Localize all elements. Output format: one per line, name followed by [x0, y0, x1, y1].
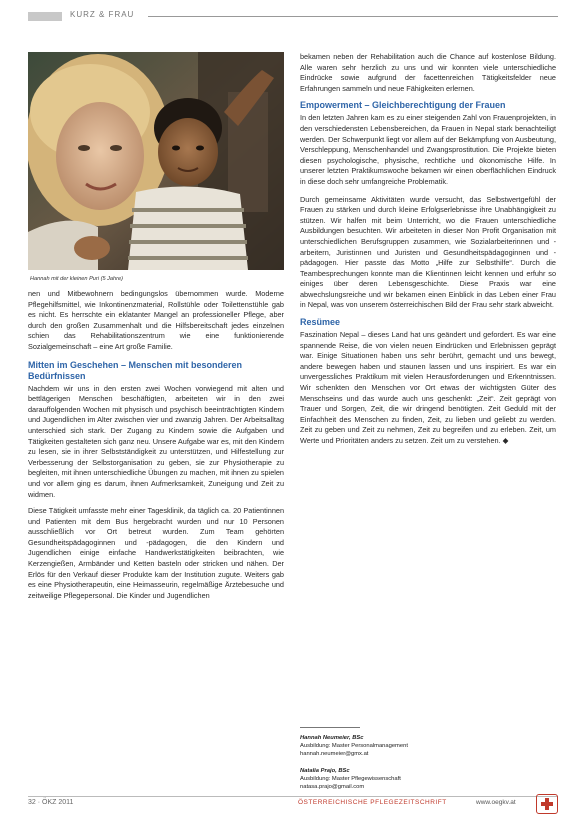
header-bar	[28, 12, 62, 21]
right-paragraph-2: In den letzten Jahren kam es zu einer steigenden Zahl von Frauenprojekten, in den verschiedensten Lebensbereichen, da Frauen in Nepal stark benachteiligt werden. Der Schwerpunkt liegt vor allem auf der Bekämpfung von Ausbeutung, Verschleppung, Menschenhandel und Zwangsprostitution. Die Projekte bieten diesen psychologische, physische, rechtliche und ökonomische Hilfe. In unserer letzten Praktikumswoche bekamen wir einen oberflächlichen Eindruck in diese doch sehr umfangreiche Problematik.	[300, 113, 556, 186]
author-name: Natalia Prajo, BSc	[300, 767, 350, 774]
page-number: 32 · ÖKZ 2011	[28, 799, 74, 806]
journal-name: ÖSTERREICHISCHE PFLEGEZEITSCHRIFT	[298, 799, 447, 806]
author-2	[300, 767, 556, 792]
author-name: Hannah Neumeier, BSc	[300, 735, 364, 741]
footer-rule	[28, 796, 558, 797]
journal-url[interactable]: www.oegkv.at	[476, 799, 516, 806]
header-rule	[148, 16, 558, 17]
author-role: Ausbildung: Master Pflegewissenschaft	[300, 775, 401, 782]
left-paragraph-1: nen und Mitbewohnern bedingungslos übernommen wurde. Moderne Pflegehilfsmittel, wie Inkontinenzmaterial, Rollstühle oder Toilettenstühle gab es nicht. Es herrschte ein eklatanter Mangel an professioneller Pflege, aber durch den großen Zusammenhalt und die Hilfsbereitschaft jedes einzelnen schien das Rehabilitationszentrum wie eine funktionierende Sozialgemeinschaft – eine Art große Familie.	[28, 289, 284, 351]
author-info	[300, 727, 556, 791]
left-paragraph-3: Diese Tätigkeit umfasste mehr einer Tagesklinik, da täglich ca. 20 Patientinnen und Patienten mit dem Bus hergebracht wurden und nur 10 Personen ausschließlich vor Ort betreut wurden. Zum Team gehörten Gesundheitspädagoginnen und -pädagogen, die den Kindern und Jugendlichen einige einfache Handwerkstätigkeiten beibrachten, wie Kerzengießen, Armbänder und Ketten basteln oder stricken und nähen. Der Erlös für den Verkauf dieser Produkte kam der Institution zugute. Weiters gab es eine Physiotherapeutin, eine Heimasseurin, regelmäßige Ärztebesuche und zeitweilige Pflegepersonal. Die Kinder und Jugendlichen	[28, 506, 284, 600]
page-header	[28, 10, 558, 24]
section-heading-summary: Resümee	[300, 317, 341, 328]
author-1	[300, 734, 556, 759]
section-heading-needs: Mitten im Geschehen – Menschen mit besonderen Bedürfnissen	[28, 359, 243, 381]
right-paragraph-4: Faszination Nepal – dieses Land hat uns geändert und gefordert. Es war eine spannende Reise, die von vielen neuen Eindrücken und Erlebnissen geprägt war. Einige Situationen haben uns sehr berührt, gemacht und uns bewegt, andere bewegen haben und staunen lassen und uns inspiriert. Es war ein unvergessliches Praktikum mit vielen Herausforderungen und Erkenntnissen. Wir schenkten den Menschen vor Ort etwas der wichtigsten Güter des Menschseins und das wurde auch uns geschenkt: „Zeit“. Zeit geprägt von Trauer und Sorgen, Zeit, die wir dringend benötigten. Zeit Geduld mit der Einfachheit des Menschen zu finden, Zeit, zu lieben und geliebt zu werden. Zeit zu geben und Zeit zu nehmen, Zeit zu begreifen und zu erleben. Zeit, um Werte und Prioritäten anders zu setzen. Zeit um zu verstehen. ◆	[300, 330, 556, 445]
right-paragraph-1: bekamen neben der Rehabilitation auch die Chance auf kostenlose Bildung. Alle waren sehr herzlich zu uns und wir konnten viele unterschiedliche Eindrücke sowie aufgrund der facettenreichen Tätigkeitsfelder neue Erfahrungen sammeln und neue Fähigkeiten erlernen.	[300, 52, 556, 93]
author-email[interactable]: hannah.neumeier@gmx.at	[300, 751, 369, 758]
article-photo	[28, 52, 284, 270]
left-column	[28, 289, 284, 601]
author-role: Ausbildung: Master Personalmanagement	[300, 743, 408, 750]
page-footer	[28, 796, 558, 812]
journal-logo-icon	[536, 794, 558, 814]
right-column	[300, 52, 556, 447]
author-email[interactable]: natasa.prajo@gmail.com	[300, 784, 365, 791]
photo-illustration	[28, 52, 284, 270]
section-tag: KURZ & FRAU	[70, 10, 135, 19]
author-rule	[300, 727, 360, 728]
right-paragraph-3: Durch gemeinsame Aktivitäten wurde versucht, das Selbstwertgefühl der Frauen zu stärken und durch kleine Erfolgserlebnisse ihre Unabhängigkeit zu stützen. Wir halfen mit beim Unterricht, wo die Frauen unterschiedliche Ausbildungen besuchten. Wir arbeiteten in dieser Non Profit Organisation mit unterschiedlichen Berufsgruppen zusammen, wie Sozialarbeiterinnen und -arbeitern, Juristinnen und Juristen und Gesundheitspädagoginnen und -pädagogen. Hier passte das Motto „Hilfe zur Selbsthilfe“. Durch die Teambesprechungen konnte man die Klientinnen leicht kennen und erfuhr so einiges über deren Lebensgeschichte. Diese Praxis war eine abwechslungsreiche und wir bekamen einen Einblick in das Leben einer Frau in Nepal, was von unserem österreichischen Bild der Frau sehr stark abweicht.	[300, 194, 556, 310]
section-heading-empowerment: Empowerment – Gleichberechtigung der Frauen	[300, 100, 506, 111]
left-paragraph-2: Nachdem wir uns in den ersten zwei Wochen vorwiegend mit alten und bettlägerigen Menschen beschäftigten, arbeiteten wir in den zwei darauffolgenden Wochen mit physisch und psychisch beeinträchtigten Kindern und Jugendlichen im Alter zwischen vier und zwanzig Jahren. Der Arbeitsalltag unterschied sich stark. Der Zugang zu Kindern sowie die Aufgaben und Tätigkeiten gestalteten sich ganz neu. Unsere Aufgabe war es, mit den Kindern zu lesen, sie in ihrer Selbstständigkeit zu unterstützen, und Hilfestellung zur Verbesserung der Selbstorganisation zu geben, sie zur Physiotherapie zu begleiten, mit ihnen unterschiedliche Übungen zu machen, mit ihnen zu spielen und vor allem ging es darum, ihnen Aufmerksamkeit, Zuneigung und Zeit zu widmen.	[28, 383, 284, 499]
photo-caption: Hannah mit der kleinen Puri (5 Jahre)	[30, 276, 123, 282]
